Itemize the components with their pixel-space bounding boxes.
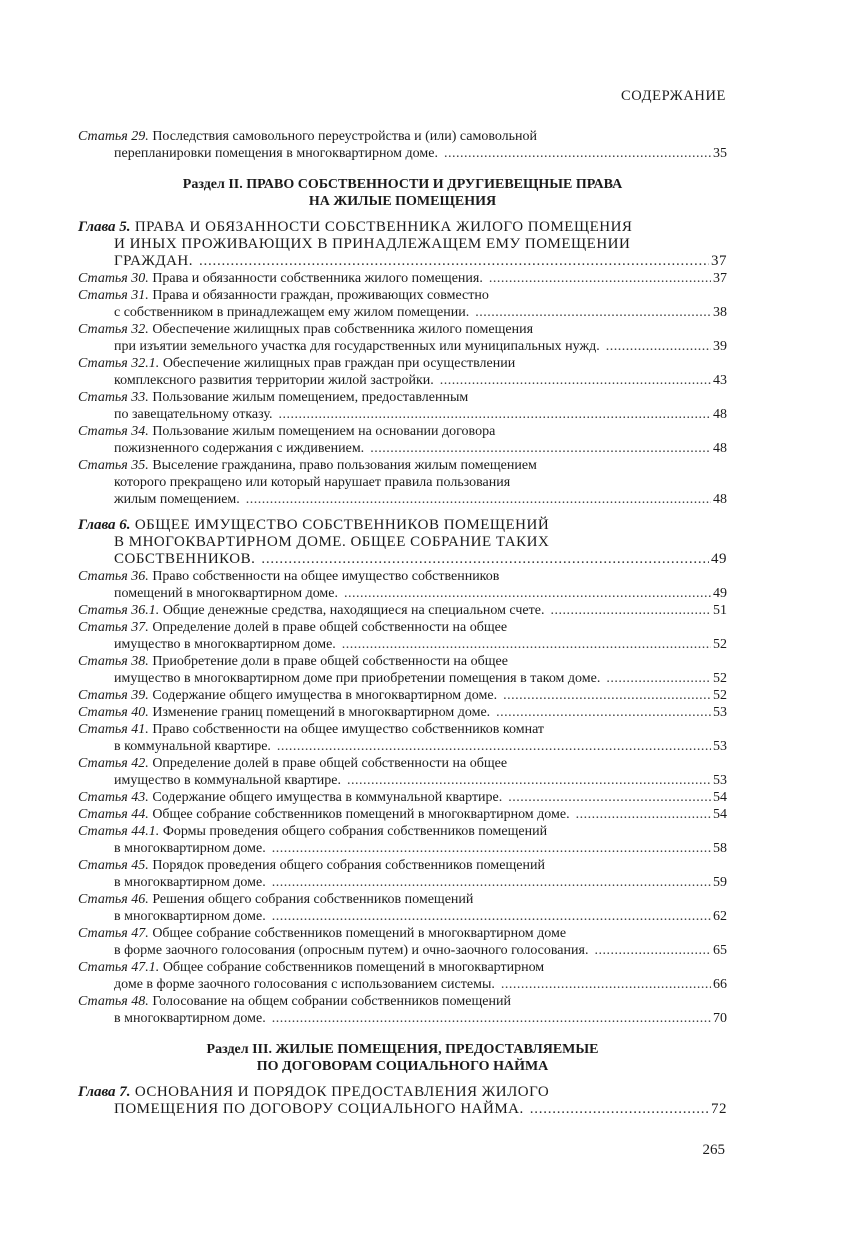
entry-title-line bbox=[78, 959, 727, 976]
entry-title-text: Содержание общего имущества в коммунальной квартире. bbox=[152, 790, 503, 805]
entry-final-line bbox=[78, 704, 727, 721]
toc-article-entry bbox=[78, 128, 727, 162]
entry-final-line bbox=[78, 304, 727, 321]
article-label: Статья 29. bbox=[78, 129, 149, 144]
entry-page-number: 62 bbox=[713, 909, 727, 924]
article-label: Статья 37. bbox=[78, 620, 149, 635]
entry-title-text: Право собственности на общее имущество собственников bbox=[152, 569, 500, 584]
entry-title-text: ОБЩЕЕ ИМУЩЕСТВО СОБСТВЕННИКОВ ПОМЕЩЕНИЙ bbox=[134, 517, 550, 533]
dot-leader bbox=[272, 840, 711, 857]
entry-title-text: Порядок проведения общего собрания собственников помещений bbox=[152, 858, 545, 873]
dot-leader bbox=[246, 491, 711, 508]
toc-article-entry bbox=[78, 389, 727, 423]
entry-page-number: 48 bbox=[713, 492, 727, 507]
toc-article-entry bbox=[78, 857, 727, 891]
entry-title-text: Изменение границ помещений в многоквартирном доме. bbox=[152, 705, 491, 720]
entry-final-text bbox=[114, 1010, 266, 1027]
article-label: Статья 32.1. bbox=[78, 356, 160, 371]
entry-title-text: ГРАЖДАН. bbox=[114, 253, 194, 269]
entry-page-number: 38 bbox=[713, 305, 727, 320]
entry-title-text: Голосование на общем собрании собственников помещений bbox=[152, 994, 511, 1009]
entry-title-text: которого прекращено или который нарушает правила пользования bbox=[114, 475, 511, 490]
entry-final-text bbox=[114, 772, 341, 789]
entry-final-text bbox=[78, 270, 483, 287]
entry-title-text: комплексного развития территории жилой застройки. bbox=[114, 373, 434, 388]
entry-title-text: по завещательному отказу. bbox=[114, 407, 273, 422]
entry-title-text: имущество в многоквартирном доме при приобретении помещения в таком доме. bbox=[114, 671, 601, 686]
entry-page-number: 43 bbox=[713, 373, 727, 388]
toc-article-entry bbox=[78, 806, 727, 823]
article-label: Статья 48. bbox=[78, 994, 149, 1009]
entry-final-text bbox=[114, 440, 364, 457]
entry-final-text bbox=[78, 789, 502, 806]
entry-title-text: В МНОГОКВАРТИРНОМ ДОМЕ. ОБЩЕЕ СОБРАНИЕ ТАКИХ bbox=[114, 534, 550, 550]
entry-final-line bbox=[78, 145, 727, 162]
dot-leader bbox=[342, 636, 711, 653]
article-label: Статья 38. bbox=[78, 654, 149, 669]
entry-page-number: 37 bbox=[713, 271, 727, 286]
toc-article-entry bbox=[78, 789, 727, 806]
entry-page-number: 48 bbox=[713, 441, 727, 456]
entry-title-text: Общие денежные средства, находящиеся на специальном счете. bbox=[162, 603, 545, 618]
entry-final-line bbox=[78, 1101, 727, 1118]
entry-title-line bbox=[78, 321, 727, 338]
entry-title-line bbox=[78, 423, 727, 440]
entry-title-text: пожизненного содержания с иждивением. bbox=[114, 441, 365, 456]
entry-final-text bbox=[114, 145, 438, 162]
entry-final-line bbox=[78, 687, 727, 704]
toc-chapter-entry bbox=[78, 517, 727, 568]
dot-leader bbox=[370, 440, 711, 457]
dot-leader bbox=[347, 772, 711, 789]
entry-title-line bbox=[78, 355, 727, 372]
entry-final-text bbox=[114, 976, 495, 993]
toc-article-entry bbox=[78, 287, 727, 321]
entry-final-line bbox=[78, 551, 727, 568]
article-label: Статья 47. bbox=[78, 926, 149, 941]
article-label: Статья 41. bbox=[78, 722, 149, 737]
entry-page-number: 52 bbox=[713, 637, 727, 652]
entry-title-text: помещений в многоквартирном доме. bbox=[114, 586, 339, 601]
dot-leader bbox=[606, 670, 711, 687]
toc-chapter-entry bbox=[78, 1084, 727, 1118]
running-header: СОДЕРЖАНИЕ bbox=[621, 88, 726, 104]
entry-page-number: 66 bbox=[713, 977, 727, 992]
toc-article-entry bbox=[78, 602, 727, 619]
section-heading-line: Раздел II. ПРАВО СОБСТВЕННОСТИ И ДРУГИЕВЕЩНЫЕ ПРАВА bbox=[182, 177, 623, 192]
toc-article-entry bbox=[78, 704, 727, 721]
entry-final-text bbox=[114, 551, 255, 568]
entry-page-number: 52 bbox=[713, 671, 727, 686]
entry-final-line bbox=[78, 440, 727, 457]
entry-title-line bbox=[78, 568, 727, 585]
entry-title-line bbox=[78, 287, 727, 304]
entry-page-number: 37 bbox=[711, 253, 727, 269]
entry-final-line bbox=[78, 806, 727, 823]
dot-leader bbox=[440, 372, 711, 389]
dot-leader bbox=[272, 908, 711, 925]
entry-final-line bbox=[78, 942, 727, 959]
article-label: Статья 36. bbox=[78, 569, 149, 584]
dot-leader bbox=[594, 942, 711, 959]
entry-final-text bbox=[114, 840, 266, 857]
article-label: Статья 36.1. bbox=[78, 603, 160, 618]
dot-leader bbox=[261, 551, 709, 568]
entry-title-text: Приобретение доли в праве общей собственности на общее bbox=[152, 654, 508, 669]
entry-title-text: Права и обязанности собственника жилого помещения. bbox=[152, 271, 483, 286]
dot-leader bbox=[272, 874, 711, 891]
entry-final-line bbox=[78, 372, 727, 389]
entry-title-text: Общее собрание собственников помещений в многоквартирном доме. bbox=[152, 807, 570, 822]
entry-title-text: И ИНЫХ ПРОЖИВАЮЩИХ В ПРИНАДЛЕЖАЩЕМ ЕМУ ПОМЕЩЕНИИ bbox=[114, 236, 631, 252]
toc-article-entry bbox=[78, 653, 727, 687]
entry-title-line bbox=[78, 219, 727, 236]
section-heading-line: ПО ДОГОВОРАМ СОЦИАЛЬНОГО НАЙМА bbox=[256, 1059, 549, 1074]
entry-title-line bbox=[78, 236, 727, 253]
entry-final-text bbox=[114, 874, 266, 891]
article-label: Статья 43. bbox=[78, 790, 149, 805]
entry-final-text bbox=[114, 1101, 524, 1118]
toc-article-entry bbox=[78, 993, 727, 1027]
toc-article-entry bbox=[78, 823, 727, 857]
entry-title-text: Пользование жилым помещением, предоставленным bbox=[152, 390, 469, 405]
toc-article-entry bbox=[78, 619, 727, 653]
entry-final-text bbox=[114, 670, 600, 687]
entry-page-number: 54 bbox=[713, 790, 727, 805]
entry-page-number: 53 bbox=[713, 705, 727, 720]
dot-leader bbox=[530, 1101, 709, 1118]
entry-title-text: при изъятии земельного участка для государственных или муниципальных нужд. bbox=[114, 339, 600, 354]
entry-page-number: 54 bbox=[713, 807, 727, 822]
entry-title-text: Право собственности на общее имущество собственников комнат bbox=[152, 722, 545, 737]
entry-final-text bbox=[78, 602, 544, 619]
section-heading bbox=[78, 1041, 727, 1075]
entry-title-line bbox=[78, 823, 727, 840]
entry-final-line bbox=[78, 491, 727, 508]
entry-title-text: Общее собрание собственников помещений в многоквартирном доме bbox=[152, 926, 567, 941]
entry-page-number: 49 bbox=[711, 551, 727, 567]
dot-leader bbox=[444, 145, 711, 162]
dot-leader bbox=[475, 304, 711, 321]
entry-title-text: имущество в многоквартирном доме. bbox=[114, 637, 336, 652]
entry-final-text bbox=[114, 636, 336, 653]
entry-page-number: 59 bbox=[713, 875, 727, 890]
entry-final-line bbox=[78, 874, 727, 891]
article-label: Статья 44. bbox=[78, 807, 149, 822]
entry-title-text: Содержание общего имущества в многоквартирном доме. bbox=[152, 688, 498, 703]
entry-final-text bbox=[78, 806, 570, 823]
article-label: Статья 35. bbox=[78, 458, 149, 473]
dot-leader bbox=[576, 806, 711, 823]
article-label: Статья 31. bbox=[78, 288, 149, 303]
toc-article-entry bbox=[78, 891, 727, 925]
entry-final-line bbox=[78, 253, 727, 270]
article-label: Статья 30. bbox=[78, 271, 149, 286]
entry-title-text: доме в форме заочного голосования с использованием системы. bbox=[114, 977, 495, 992]
page-number: 265 bbox=[702, 1142, 725, 1158]
entry-final-line bbox=[78, 738, 727, 755]
entry-title-text: Общее собрание собственников помещений в многоквартирном bbox=[162, 960, 545, 975]
entry-title-text: Последствия самовольного переустройства и (или) самовольной bbox=[152, 129, 538, 144]
entry-title-text: Права и обязанности граждан, проживающих совместно bbox=[152, 288, 489, 303]
entry-page-number: 51 bbox=[713, 603, 727, 618]
entry-final-line bbox=[78, 908, 727, 925]
entry-final-text bbox=[114, 253, 193, 270]
table-of-contents bbox=[78, 128, 727, 1118]
dot-leader bbox=[503, 687, 711, 704]
entry-final-line bbox=[78, 406, 727, 423]
chapter-label: Глава 5. bbox=[78, 219, 131, 235]
dot-leader bbox=[489, 270, 711, 287]
entry-page-number: 48 bbox=[713, 407, 727, 422]
entry-page-number: 53 bbox=[713, 739, 727, 754]
entry-title-text: Выселение гражданина, право пользования жилым помещением bbox=[152, 458, 537, 473]
entry-final-text bbox=[114, 585, 338, 602]
chapter-label: Глава 7. bbox=[78, 1084, 131, 1100]
entry-final-line bbox=[78, 602, 727, 619]
entry-title-text: в многоквартирном доме. bbox=[114, 1011, 266, 1026]
entry-page-number: 65 bbox=[713, 943, 727, 958]
entry-final-text bbox=[78, 687, 497, 704]
toc-article-entry bbox=[78, 721, 727, 755]
entry-title-text: Определение долей в праве общей собственности на общее bbox=[152, 756, 508, 771]
entry-title-line bbox=[78, 993, 727, 1010]
entry-title-text: ОСНОВАНИЯ И ПОРЯДОК ПРЕДОСТАВЛЕНИЯ ЖИЛОГО bbox=[134, 1084, 550, 1100]
chapter-label: Глава 6. bbox=[78, 517, 131, 533]
article-label: Статья 45. bbox=[78, 858, 149, 873]
entry-title-text: Формы проведения общего собрания собственников помещений bbox=[162, 824, 548, 839]
dot-leader bbox=[606, 338, 711, 355]
entry-final-text bbox=[114, 338, 600, 355]
entry-page-number: 70 bbox=[713, 1011, 727, 1026]
section-heading-line: НА ЖИЛЫЕ ПОМЕЩЕНИЯ bbox=[308, 194, 497, 209]
entry-page-number: 39 bbox=[713, 339, 727, 354]
entry-title-text: ПРАВА И ОБЯЗАННОСТИ СОБСТВЕННИКА ЖИЛОГО ПОМЕЩЕНИЯ bbox=[134, 219, 633, 235]
entry-page-number: 35 bbox=[713, 146, 727, 161]
article-label: Статья 33. bbox=[78, 390, 149, 405]
toc-article-entry bbox=[78, 925, 727, 959]
toc-article-entry bbox=[78, 355, 727, 389]
entry-title-text: Определение долей в праве общей собственности на общее bbox=[152, 620, 508, 635]
entry-title-line bbox=[78, 474, 727, 491]
toc-chapter-entry bbox=[78, 219, 727, 270]
entry-final-line bbox=[78, 976, 727, 993]
entry-title-text: с собственником в принадлежащем ему жилом помещении. bbox=[114, 305, 470, 320]
entry-final-line bbox=[78, 636, 727, 653]
entry-final-text bbox=[114, 738, 271, 755]
entry-page-number: 58 bbox=[713, 841, 727, 856]
toc-article-entry bbox=[78, 321, 727, 355]
entry-final-text bbox=[78, 704, 490, 721]
entry-title-text: ПОМЕЩЕНИЯ ПО ДОГОВОРУ СОЦИАЛЬНОГО НАЙМА. bbox=[114, 1101, 524, 1117]
entry-final-text bbox=[114, 491, 240, 508]
entry-title-text: в многоквартирном доме. bbox=[114, 909, 266, 924]
entry-final-line bbox=[78, 585, 727, 602]
entry-final-text bbox=[114, 908, 266, 925]
article-label: Статья 47.1. bbox=[78, 960, 160, 975]
entry-title-text: в коммунальной квартире. bbox=[114, 739, 271, 754]
dot-leader bbox=[501, 976, 711, 993]
entry-title-line bbox=[78, 128, 727, 145]
entry-title-text: Решения общего собрания собственников помещений bbox=[152, 892, 474, 907]
dot-leader bbox=[278, 406, 711, 423]
entry-title-line bbox=[78, 389, 727, 406]
article-label: Статья 40. bbox=[78, 705, 149, 720]
toc-article-entry bbox=[78, 568, 727, 602]
entry-final-line bbox=[78, 1010, 727, 1027]
entry-title-line bbox=[78, 857, 727, 874]
entry-title-line bbox=[78, 653, 727, 670]
entry-title-line bbox=[78, 534, 727, 551]
entry-title-text: Обеспечение жилищных прав граждан при осуществлении bbox=[162, 356, 516, 371]
entry-final-text bbox=[114, 304, 469, 321]
entry-title-text: Пользование жилым помещением на основании договора bbox=[152, 424, 496, 439]
entry-title-line bbox=[78, 619, 727, 636]
entry-page-number: 72 bbox=[711, 1101, 727, 1117]
article-label: Статья 42. bbox=[78, 756, 149, 771]
article-label: Статья 39. bbox=[78, 688, 149, 703]
entry-final-line bbox=[78, 338, 727, 355]
entry-final-line bbox=[78, 772, 727, 789]
dot-leader bbox=[344, 585, 711, 602]
dot-leader bbox=[199, 253, 709, 270]
entry-title-line bbox=[78, 721, 727, 738]
toc-article-entry bbox=[78, 755, 727, 789]
article-label: Статья 32. bbox=[78, 322, 149, 337]
entry-title-text: СОБСТВЕННИКОВ. bbox=[114, 551, 256, 567]
toc-article-entry bbox=[78, 423, 727, 457]
toc-article-entry bbox=[78, 270, 727, 287]
entry-title-line bbox=[78, 517, 727, 534]
section-heading bbox=[78, 176, 727, 210]
entry-final-line bbox=[78, 840, 727, 857]
dot-leader bbox=[508, 789, 711, 806]
entry-final-line bbox=[78, 789, 727, 806]
article-label: Статья 46. bbox=[78, 892, 149, 907]
entry-final-line bbox=[78, 670, 727, 687]
entry-title-line bbox=[78, 457, 727, 474]
dot-leader bbox=[550, 602, 711, 619]
entry-title-line bbox=[78, 1084, 727, 1101]
entry-page-number: 53 bbox=[713, 773, 727, 788]
article-label: Статья 44.1. bbox=[78, 824, 160, 839]
entry-title-text: в форме заочного голосования (опросным путем) и очно-заочного голосования. bbox=[114, 943, 589, 958]
entry-title-text: имущество в коммунальной квартире. bbox=[114, 773, 341, 788]
toc-article-entry bbox=[78, 687, 727, 704]
toc-article-entry bbox=[78, 959, 727, 993]
entry-page-number: 52 bbox=[713, 688, 727, 703]
entry-title-line bbox=[78, 925, 727, 942]
entry-final-text bbox=[114, 406, 272, 423]
entry-title-text: в многоквартирном доме. bbox=[114, 875, 266, 890]
entry-title-text: Обеспечение жилищных прав собственника жилого помещения bbox=[152, 322, 534, 337]
dot-leader bbox=[496, 704, 711, 721]
entry-title-line bbox=[78, 891, 727, 908]
section-heading-line: Раздел III. ЖИЛЫЕ ПОМЕЩЕНИЯ, ПРЕДОСТАВЛЯЕМЫЕ bbox=[206, 1042, 599, 1057]
article-label: Статья 34. bbox=[78, 424, 149, 439]
entry-page-number: 49 bbox=[713, 586, 727, 601]
entry-final-text bbox=[114, 372, 434, 389]
entry-title-text: жилым помещением. bbox=[114, 492, 240, 507]
dot-leader bbox=[277, 738, 711, 755]
entry-title-line bbox=[78, 755, 727, 772]
dot-leader bbox=[272, 1010, 711, 1027]
entry-final-line bbox=[78, 270, 727, 287]
entry-title-text: в многоквартирном доме. bbox=[114, 841, 266, 856]
entry-final-text bbox=[114, 942, 588, 959]
toc-article-entry bbox=[78, 457, 727, 508]
entry-title-text: перепланировки помещения в многоквартирном доме. bbox=[114, 146, 438, 161]
